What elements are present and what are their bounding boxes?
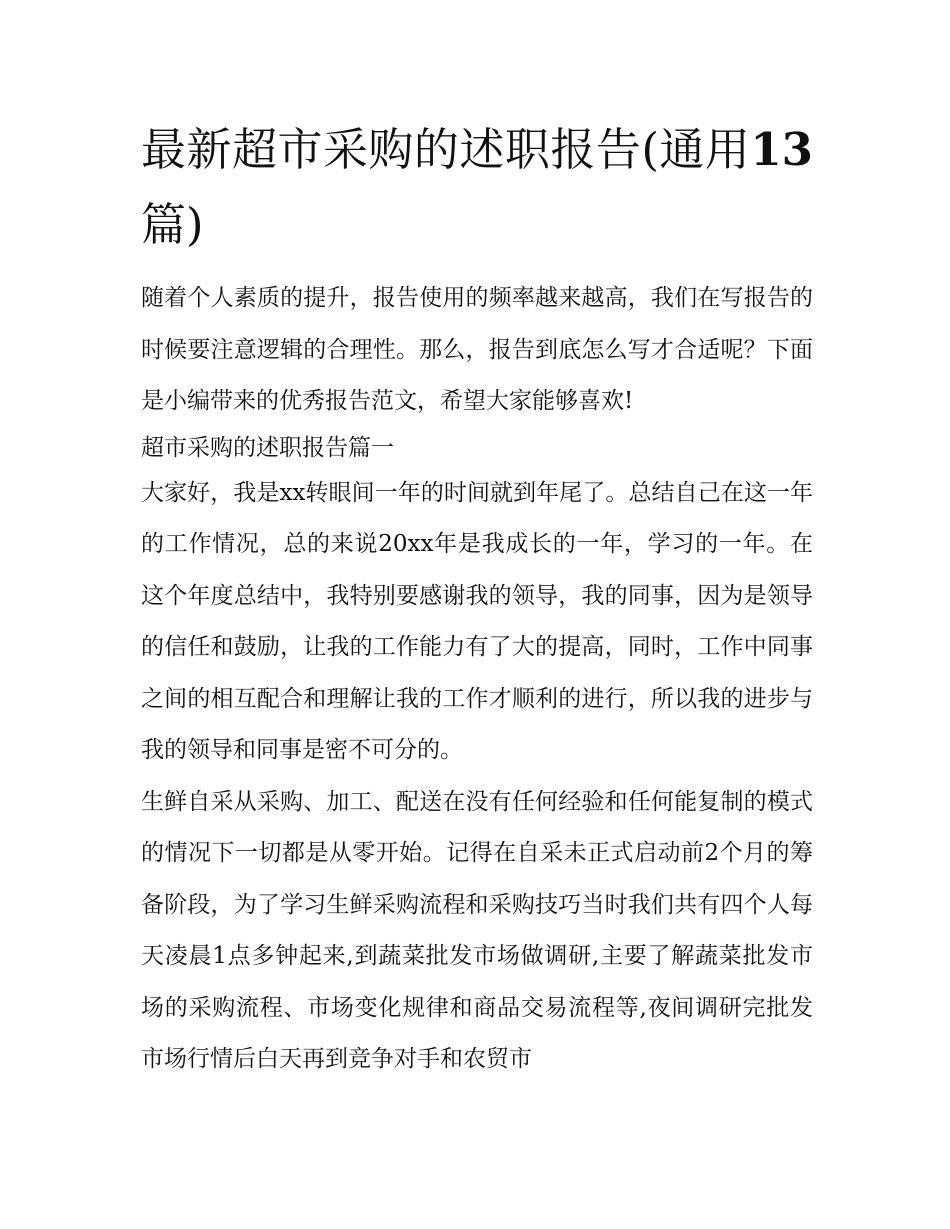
document-title-tail: 篇) bbox=[141, 198, 204, 251]
document-title bbox=[141, 112, 813, 262]
document-body bbox=[141, 112, 813, 1086]
document-title-main: 最新超市采购的述职报告(通用 bbox=[141, 123, 751, 176]
section-heading: 超市采购的述职报告篇一 bbox=[141, 434, 394, 461]
body-paragraph-2: 生鲜自采从采购、加工、配送在没有任何经验和任何能复制的模式的情况下一切都是从零开始。记得在自采未正式启动前2个月的筹备阶段，为了学习生鲜采购流程和采购技巧当时我们共有四个人每天凌晨1点多钟起来,到蔬菜批发市场做调研,主要了解蔬菜批发市场的采购流程、市场变化规律和商品交易流程等,夜间调研完批发市场行情后白天再到竞争对手和农贸市 bbox=[141, 788, 813, 1072]
intro-paragraph: 随着个人素质的提升，报告使用的频率越来越高，我们在写报告的时候要注意逻辑的合理性。那么，报告到底怎么写才合适呢？下面是小编带来的优秀报告范文，希望大家能够喜欢! bbox=[141, 285, 813, 414]
body-paragraph-1: 大家好，我是xx转眼间一年的时间就到年尾了。总结自己在这一年的工作情况，总的来说20xx年是我成长的一年，学习的一年。在这个年度总结中，我特别要感谢我的领导，我的同事，因为是领导的信任和鼓励，让我的工作能力有了大的提高，同时，工作中同事之间的相互配合和理解让我的工作才顺利的进行，所以我的进步与我的领导和同事是密不可分的。 bbox=[141, 479, 813, 763]
document-title-number: 13 bbox=[750, 123, 813, 176]
